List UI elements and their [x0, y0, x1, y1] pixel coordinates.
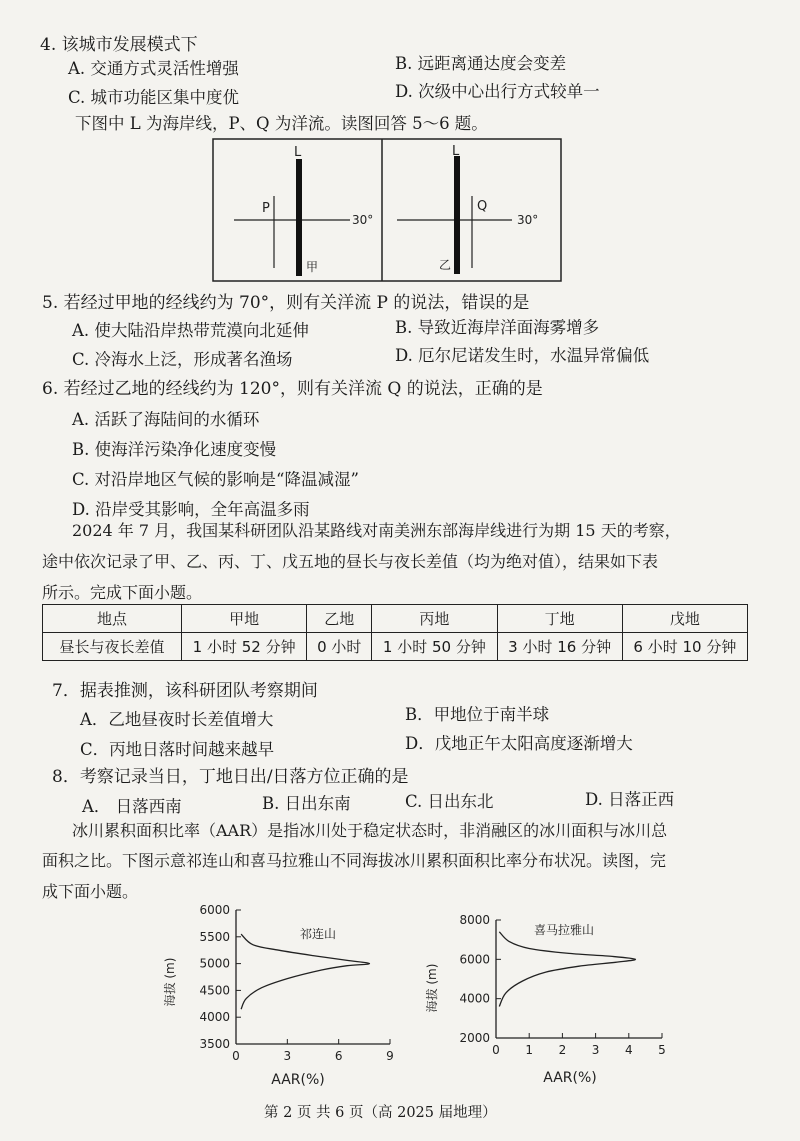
coast-label-right: L: [452, 144, 460, 159]
chart-title: 祁连山: [300, 927, 337, 941]
q6-option-a: A. 活跃了海陆间的水循环: [72, 410, 260, 429]
chart-title: 喜马拉雅山: [534, 923, 595, 937]
q7-option-a: A．乙地昼夜时长差值增大: [80, 710, 274, 729]
y-tick-label: 4000: [199, 1010, 230, 1025]
q7-option-b: B．甲地位于南半球: [405, 705, 550, 724]
current-q-label: Q: [477, 199, 488, 214]
x-axis-label: AAR(%): [543, 1070, 597, 1086]
q4-option-c: C. 城市功能区集中度优: [68, 88, 240, 107]
place-yi: 乙: [439, 258, 452, 272]
q5-option-c: C. 冷海水上泛，形成著名渔场: [72, 350, 293, 369]
y-tick-label: 4500: [199, 983, 230, 998]
intro-7-8-line1: 2024 年 7 月，我国某科研团队沿某路线对南美洲东部海岸线进行为期 15 天的考察，: [72, 521, 681, 540]
ocean-current-figure: [212, 138, 562, 282]
intro-9-line1: 冰川累积面积比率（AAR）是指冰川处于稳定状态时，非消融区的冰川面积与冰川总: [72, 821, 668, 840]
y-tick-label: 2000: [459, 1031, 490, 1045]
y-tick-label: 8000: [459, 913, 490, 927]
q7-option-d: D．戊地正午太阳高度逐渐增大: [405, 734, 633, 753]
q5-option-d: D. 厄尔尼诺发生时，水温异常偏低: [395, 346, 650, 365]
table-header-cell: 戊地: [622, 605, 747, 633]
y-tick-label: 5500: [199, 929, 230, 944]
coastline-left: [296, 159, 302, 276]
series-line: [241, 934, 369, 1009]
x-tick-label: 3: [283, 1049, 292, 1063]
x-tick-label: 3: [591, 1043, 600, 1057]
q8-option-b: B. 日出东南: [262, 794, 351, 813]
table-cell: 0 小时: [307, 633, 372, 661]
q7-stem: 7．据表推测，该科研团队考察期间: [52, 681, 318, 701]
table-header-row: [43, 605, 748, 633]
x-tick-label: 4: [624, 1043, 633, 1057]
table-header-cell: 地点: [43, 605, 182, 633]
series-line: [499, 932, 635, 1007]
table-cell: 昼长与夜长差值: [43, 633, 182, 661]
qilian-aar-chart: [150, 898, 410, 1088]
q6-stem: 6. 若经过乙地的经线约为 120°，则有关洋流 Q 的说法，正确的是: [42, 379, 543, 399]
q8-option-a: A． 日落西南: [82, 797, 182, 816]
coast-label-left: L: [294, 145, 302, 160]
intro-9-line3: 成下面小题。: [42, 882, 139, 901]
table-cell: 6 小时 10 分钟: [622, 633, 747, 661]
x-tick-label: 9: [386, 1049, 394, 1063]
intro-7-8-line2: 途中依次记录了甲、乙、丙、丁、戊五地的昼长与夜长差值（均为绝对值），结果如下表: [42, 552, 659, 571]
x-tick-label: 1: [525, 1043, 534, 1057]
coastline-right: [454, 156, 460, 274]
x-tick-label: 2: [558, 1043, 567, 1057]
q5-option-a: A. 使大陆沿岸热带荒漠向北延伸: [72, 321, 309, 340]
q6-option-c: C. 对沿岸地区气候的影响是“降温减湿”: [72, 470, 359, 489]
y-tick-label: 3500: [199, 1037, 230, 1051]
himalaya-aar-chart: [420, 904, 680, 1088]
page-footer: 第 2 页 共 6 页（高 2025 届地理）: [264, 1105, 497, 1121]
y-tick-label: 4000: [459, 991, 490, 1006]
place-jia: 甲: [306, 260, 319, 274]
y-tick-label: 5000: [199, 956, 230, 971]
q8-option-c: C. 日出东北: [405, 792, 494, 811]
q4-stem: 4. 该城市发展模式下: [40, 35, 198, 55]
q8-option-d: D. 日落正西: [585, 790, 675, 809]
table-cell: 1 小时 50 分钟: [372, 633, 497, 661]
x-axis-label: AAR(%): [271, 1072, 325, 1088]
x-tick-label: 0: [232, 1049, 240, 1063]
q6-option-d: D. 沿岸受其影响，全年高温多雨: [72, 500, 310, 519]
intro-9-line2: 面积之比。下图示意祁连山和喜马拉雅山不同海拔冰川累积面积比率分布状况。读图，完: [42, 851, 667, 870]
table-cell: 3 小时 16 分钟: [497, 633, 622, 661]
q7-option-c: C．丙地日落时间越来越早: [80, 740, 275, 759]
x-tick-label: 6: [334, 1049, 343, 1063]
table-header-cell: 丁地: [497, 605, 622, 633]
lat-label-left: 30°: [352, 213, 374, 227]
table-header-cell: 甲地: [182, 605, 307, 633]
y-tick-label: 6000: [459, 952, 490, 967]
intro-7-8-line3: 所示。完成下面小题。: [42, 583, 203, 602]
q5-stem: 5. 若经过甲地的经线约为 70°，则有关洋流 P 的说法，错误的是: [42, 293, 530, 313]
x-tick-label: 5: [658, 1043, 666, 1057]
y-axis-label: 海拔 (m): [425, 963, 439, 1013]
x-tick-label: 0: [492, 1043, 500, 1057]
q8-stem: 8．考察记录当日，丁地日出/日落方位正确的是: [52, 767, 409, 787]
current-p-label: P: [262, 201, 270, 216]
lat-label-right: 30°: [517, 213, 539, 227]
y-tick-label: 6000: [199, 903, 230, 917]
q6-option-b: B. 使海洋污染净化速度变慢: [72, 440, 277, 459]
q4-option-a: A. 交通方式灵活性增强: [68, 59, 239, 78]
table-cell: 1 小时 52 分钟: [182, 633, 307, 661]
daylength-table: [42, 604, 748, 661]
table-header-cell: 乙地: [307, 605, 372, 633]
y-axis-label: 海拔 (m): [163, 957, 177, 1007]
intro-5-6: 下图中 L 为海岸线，P、Q 为洋流。读图回答 5～6 题。: [75, 114, 488, 133]
q5-option-b: B. 导致近海岸洋面海雾增多: [395, 318, 600, 337]
table-header-cell: 丙地: [372, 605, 497, 633]
q4-option-b: B. 远距离通达度会变差: [395, 54, 567, 73]
table-row: [43, 633, 748, 661]
q4-option-d: D. 次级中心出行方式较单一: [395, 82, 600, 101]
